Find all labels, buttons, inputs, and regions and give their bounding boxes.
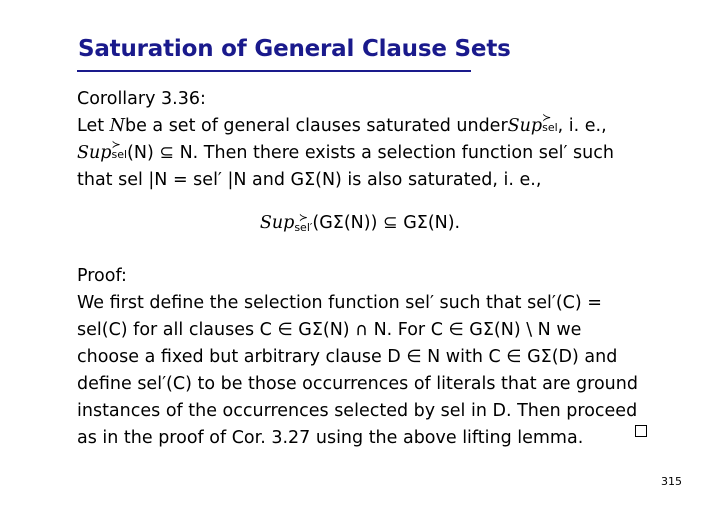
proof-block <box>77 263 647 452</box>
sup-operator: Sup <box>77 143 112 163</box>
slide-title: Saturation of General Clause Sets <box>78 36 511 62</box>
proof-line: instances of the occurrences selected by sel in D. Then proceed <box>77 401 638 421</box>
proof-last-line: as in the proof of Cor. 3.27 using the above lifting lemma. <box>77 425 647 452</box>
proof-line: define sel′(C) to be those occurrences of literals that are ground <box>77 374 638 394</box>
corollary-line-3: that sel |N = sel′ |N and GΣ(N) is also saturated, i. e., <box>77 170 542 190</box>
corollary-label: Corollary 3.36: <box>77 89 206 109</box>
page-number: 315 <box>661 475 682 488</box>
corollary-block <box>77 86 647 194</box>
corollary-line-1: Let N be a set of general clauses saturated under Sup ≻ sel , i. e., <box>77 113 647 140</box>
corollary-line-2: Sup ≻ sel (N) ⊆ N. Then there exists a selection function sel′ such <box>77 140 647 167</box>
proof-line: We first define the selection function sel′ such that sel′(C) = <box>77 293 602 313</box>
corollary-formula: Sup ≻ sel′ (GΣ(N)) ⊆ GΣ(N). <box>259 211 461 234</box>
proof-line: sel(C) for all clauses C ∈ GΣ(N) ∩ N. For C ∈ GΣ(N) \ N we <box>77 320 582 340</box>
sup-operator: Sup <box>259 213 295 233</box>
title-underline <box>77 70 471 72</box>
proof-line: choose a fixed but arbitrary clause D ∈ N with C ∈ GΣ(D) and <box>77 347 618 367</box>
qed-box-icon <box>635 425 647 437</box>
sup-operator: Sup <box>507 116 543 136</box>
proof-label: Proof: <box>77 266 127 286</box>
